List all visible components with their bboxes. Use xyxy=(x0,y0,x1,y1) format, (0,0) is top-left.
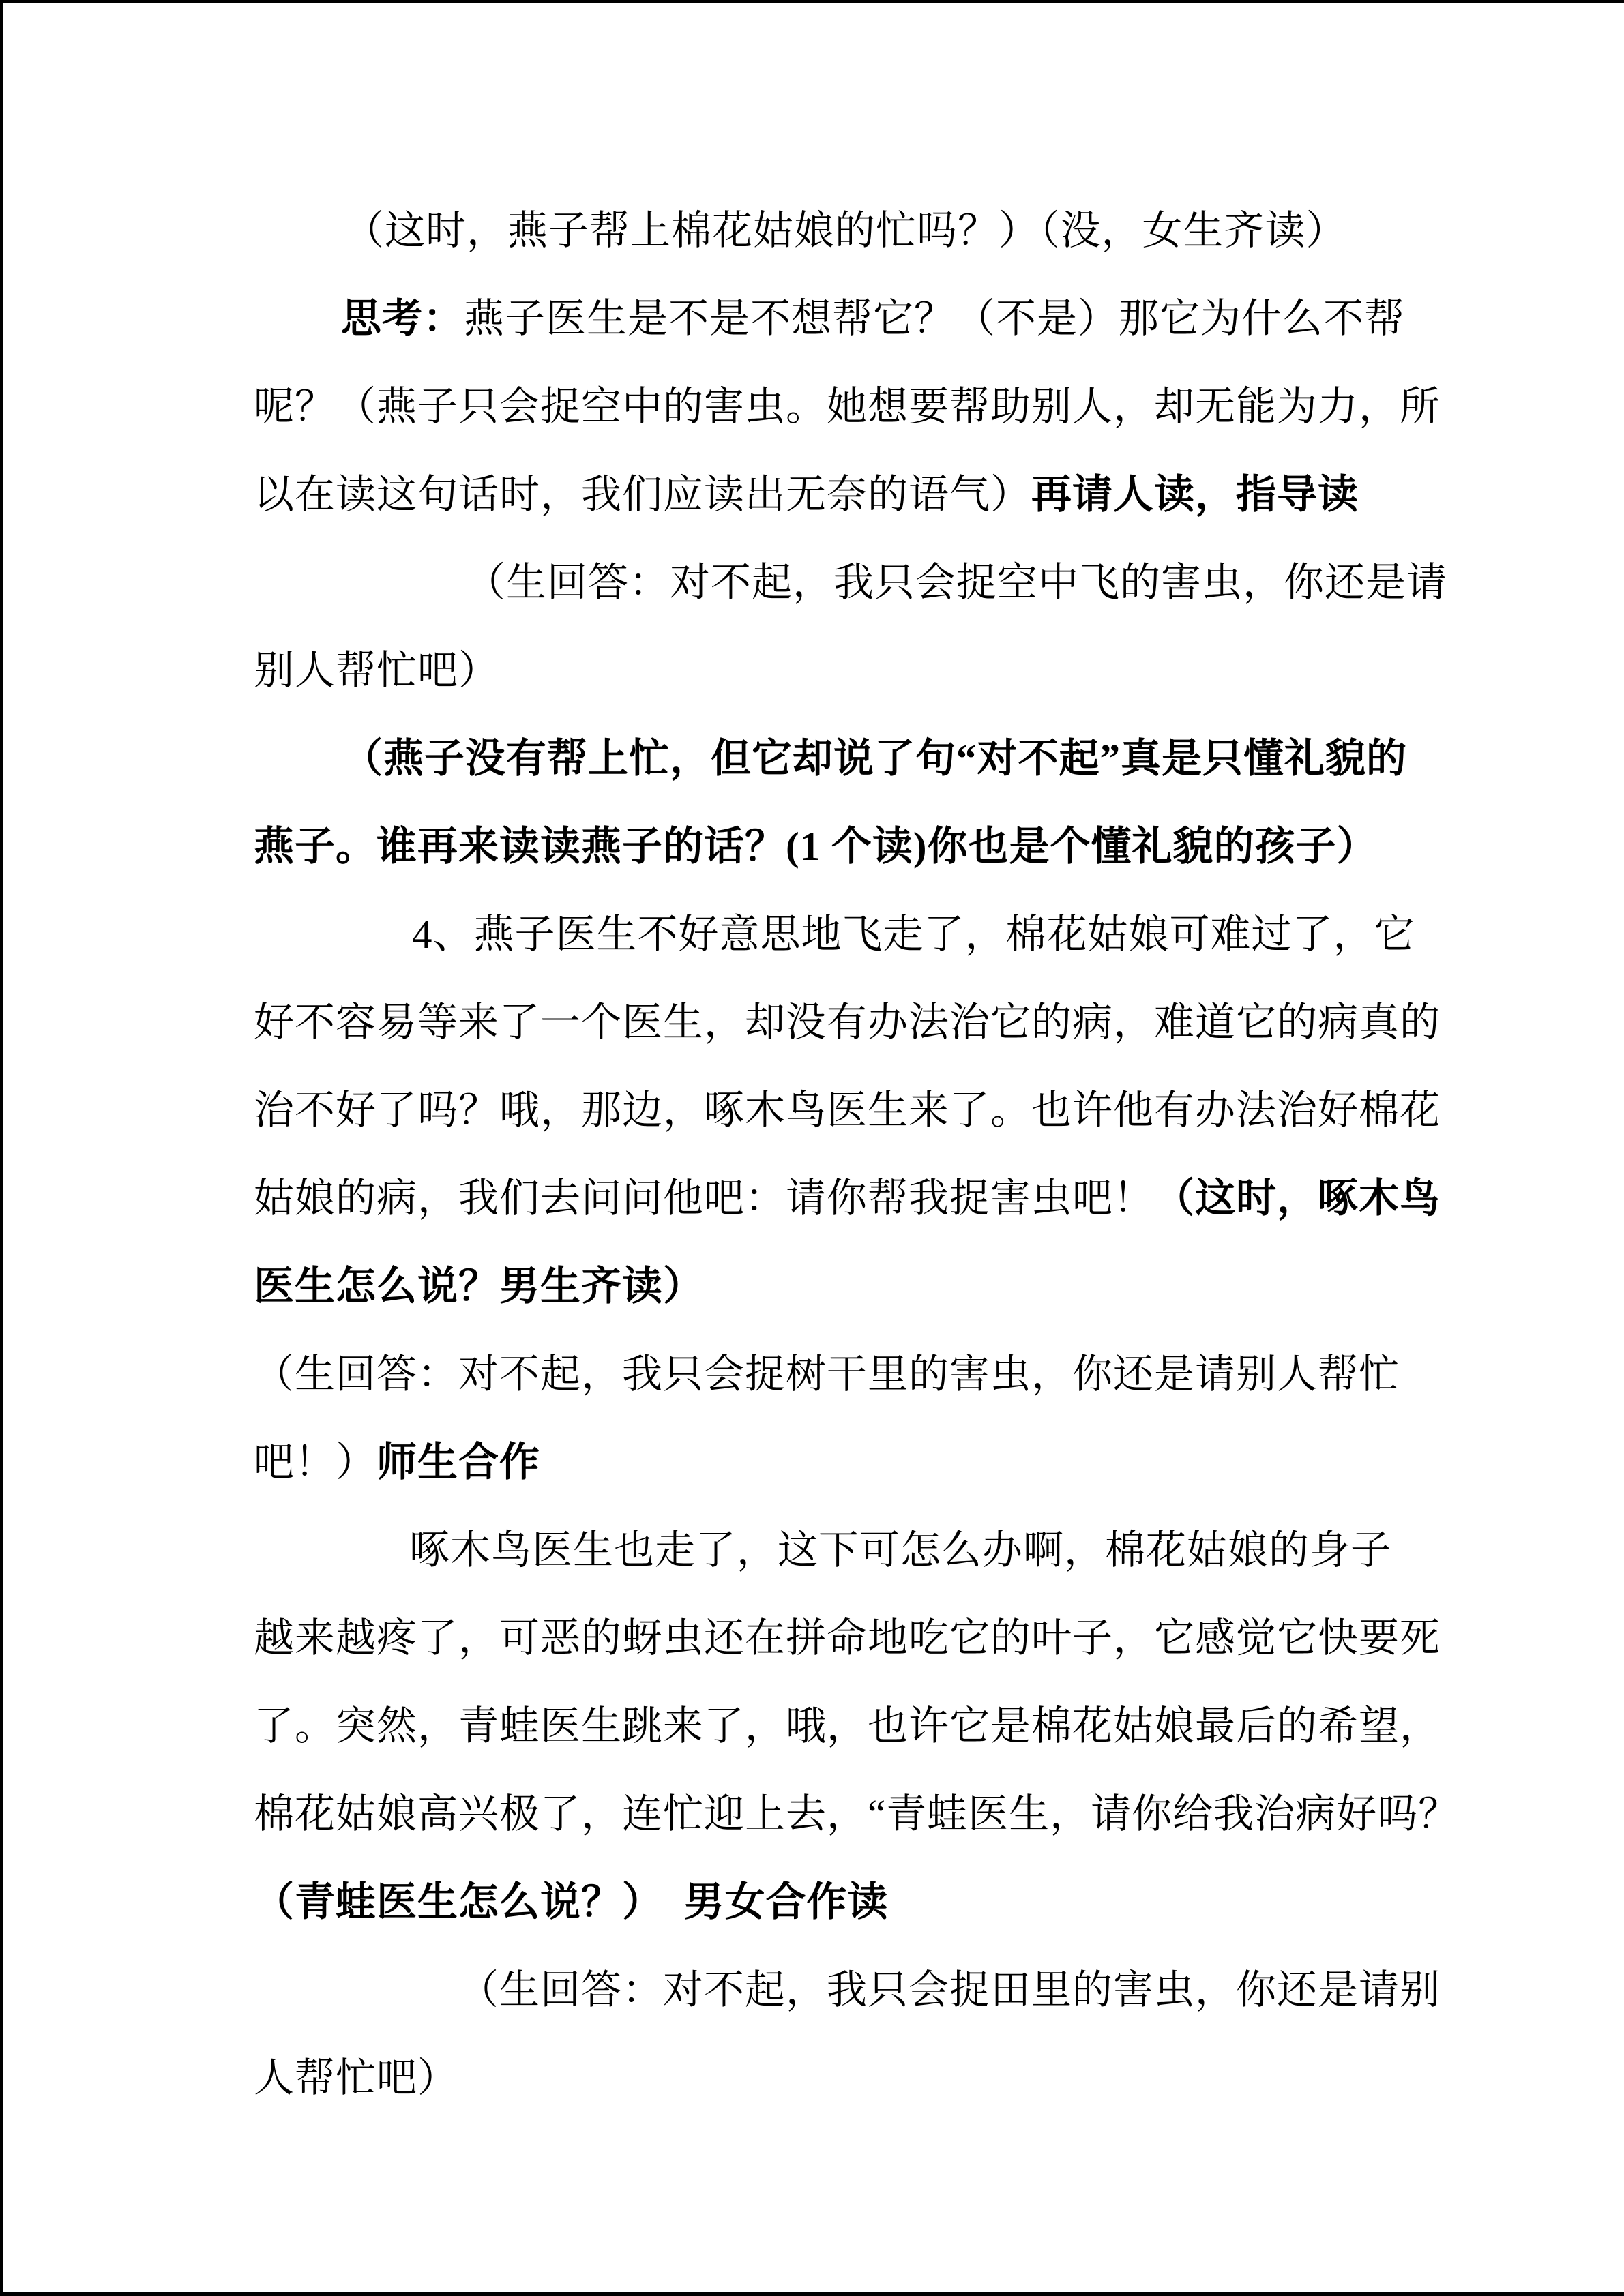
text-run: （生回答：对不起，我只会捉树干里的害虫，你还是请别人帮忙 xyxy=(254,1352,1400,1397)
bold-text-run: （青蛙医生怎么说？） 男女合作读 xyxy=(254,1879,889,1924)
text-line xyxy=(254,2034,1372,2122)
text-line xyxy=(254,451,1372,539)
text-line xyxy=(254,1242,1372,1330)
text-line xyxy=(254,1770,1460,1858)
bold-text-run: 师生合作 xyxy=(377,1440,541,1485)
text-run: 越来越疼了，可恶的蚜虫还在拼命地吃它的叶子，它感觉它快要死 xyxy=(254,1615,1441,1660)
text-line xyxy=(254,627,1372,715)
text-run: （生回答：对不起，我只会捉田里的害虫，你还是请别 xyxy=(458,1967,1441,2012)
text-line xyxy=(254,187,1372,275)
text-run: （这时，燕子帮上棉花姑娘的忙吗？）（没，女生齐读） xyxy=(344,208,1347,253)
text-run: 棉花姑娘高兴极了，连忙迎上去，“青蛙医生，请你给我治病好吗？ xyxy=(254,1791,1460,1836)
text-line xyxy=(254,1067,1441,1154)
text-run: 了。突然，青蛙医生跳来了，哦，也许它是棉花姑娘最后的希望， xyxy=(254,1703,1441,1748)
text-run: 人帮忙吧） xyxy=(254,2055,459,2100)
text-run: 呢？（燕子只会捉空中的害虫。她想要帮助别人，却无能为力，所 xyxy=(254,384,1441,429)
bold-text-run: （燕子没有帮上忙，但它却说了句“对不起”真是只懂礼貌的 xyxy=(342,736,1408,781)
text-run: 吧！） xyxy=(254,1440,377,1485)
text-run: 啄木鸟医生也走了，这下可怎么办啊，棉花姑娘的身子 xyxy=(409,1527,1392,1572)
bold-text-run: （这时，啄木鸟 xyxy=(1154,1176,1441,1221)
text-line xyxy=(254,275,1406,363)
text-line xyxy=(254,363,1441,451)
text-line xyxy=(254,1418,1372,1506)
text-line xyxy=(254,1330,1400,1418)
text-line xyxy=(254,715,1408,803)
text-line xyxy=(254,1506,1392,1594)
text-line xyxy=(254,979,1441,1067)
text-line xyxy=(254,1154,1441,1242)
text-line xyxy=(254,1594,1441,1682)
text-line xyxy=(254,539,1448,627)
text-run: 以在读这句话时，我们应读出无奈的语气） xyxy=(254,472,1032,517)
text-run: （生回答：对不起，我只会捉空中飞的害虫，你还是请 xyxy=(465,560,1448,605)
text-line xyxy=(254,891,1415,979)
text-line xyxy=(254,1946,1441,2034)
bold-text-run: 医生怎么说？男生齐读） xyxy=(254,1264,705,1309)
text-run: 治不好了吗？哦，那边，啄木鸟医生来了。也许他有办法治好棉花 xyxy=(254,1088,1441,1133)
bold-text-run: 再请人读，指导读 xyxy=(1031,472,1359,517)
document-text-body xyxy=(254,187,1460,2122)
text-run: 好不容易等来了一个医生，却没有办法治它的病，难道它的病真的 xyxy=(254,1000,1441,1045)
bold-text-run: 思考： xyxy=(341,296,464,341)
text-run: 姑娘的病，我们去问问他吧：请你帮我捉害虫吧！ xyxy=(254,1176,1155,1221)
text-line xyxy=(254,803,1378,891)
text-run: 4、燕子医生不好意思地飞走了，棉花姑娘可难过了，它 xyxy=(412,912,1415,957)
text-line xyxy=(254,1858,1372,1946)
text-run: 别人帮忙吧） xyxy=(254,648,500,693)
bold-text-run: 燕子。谁再来读读燕子的话？(1 个读)你也是个懂礼貌的孩子） xyxy=(254,824,1378,869)
text-run: 燕子医生是不是不想帮它？（不是）那它为什么不帮 xyxy=(464,296,1406,341)
text-line xyxy=(254,1682,1441,1770)
